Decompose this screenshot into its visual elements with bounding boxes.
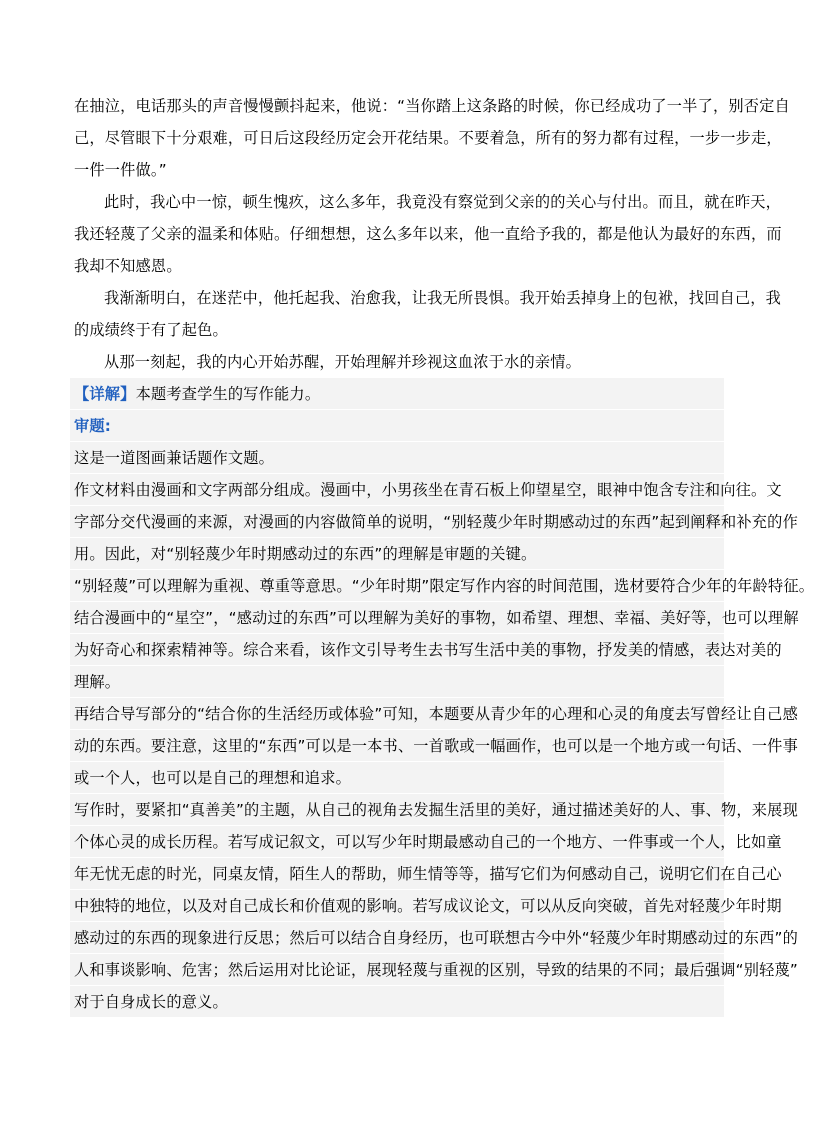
document-body bbox=[70, 90, 814, 1018]
line-text: 为好奇心和探索精神等。综合来看，该作文引导考生去书写生活中美的事物，抒发美的情感，表达对美的 bbox=[74, 641, 782, 659]
line-text: 感动过的东西的现象进行反思；然后可以结合自身经历，也可联想古今中外“轻蔑少年时期感动过的东西”的 bbox=[74, 929, 798, 947]
text-line bbox=[70, 154, 724, 186]
text-line bbox=[70, 218, 782, 250]
text-line bbox=[70, 602, 799, 634]
line-text: 的成绩终于有了起色。 bbox=[74, 321, 228, 339]
text-line bbox=[70, 90, 790, 122]
line-text: 此时，我心中一惊，顿生愧疚，这么多年，我竟没有察觉到父亲的的关心与付出。而且，就在昨天， bbox=[104, 193, 782, 211]
text-line bbox=[70, 282, 782, 314]
line-text: 己，尽管眼下十分艰难，可日后这段经历定会开花结果。不要着急，所有的努力都有过程，一步一步走， bbox=[74, 129, 782, 147]
line-text: 个体心灵的成长历程。若写成记叙文，可以写少年时期最感动自己的一个地方、一件事或一个人，比如童 bbox=[74, 833, 782, 851]
line-text: 这是一道图画兼话题作文题。 bbox=[74, 449, 275, 467]
line-text: 用。因此，对“别轻蔑少年时期感动过的东西”的理解是审题的关键。 bbox=[74, 545, 537, 563]
text-line bbox=[70, 922, 798, 954]
text-line bbox=[70, 826, 782, 858]
line-text: 动的东西。要注意，这里的“东西”可以是一本书、一首歌或一幅画作，也可以是一个地方或一句话、一件事 bbox=[74, 737, 798, 755]
line-text: 从那一刻起，我的内心开始苏醒，开始理解并珍视这血浓于水的亲情。 bbox=[104, 353, 582, 371]
line-text: 再结合导写部分的“结合你的生活经历或体验”可知，本题要从青少年的心理和心灵的角度去写曾经让自己感 bbox=[74, 705, 798, 723]
text-line bbox=[70, 730, 798, 762]
line-text: 结合漫画中的“星空”，“感动过的东西”可以理解为美好的事物，如希望、理想、幸福、美好等，也可以理解 bbox=[74, 609, 799, 627]
line-text: 字部分交代漫画的来源，对漫画的内容做简单的说明，“别轻蔑少年时期感动过的东西”起到阐释和补充的作 bbox=[74, 513, 798, 531]
text-line bbox=[70, 634, 782, 666]
text-line bbox=[70, 122, 782, 154]
text-line bbox=[70, 858, 782, 890]
text-line bbox=[70, 506, 798, 538]
line-text: 作文材料由漫画和文字两部分组成。漫画中，小男孩坐在青石板上仰望星空，眼神中饱含专注和向往。文 bbox=[74, 481, 782, 499]
text-line bbox=[70, 186, 782, 218]
text-line bbox=[70, 986, 724, 1018]
line-text: 写作时，要紧扣“真善美”的主题，从自己的视角去发掘生活里的美好，通过描述美好的人、事、物，来展现 bbox=[74, 801, 798, 819]
text-line bbox=[70, 346, 724, 378]
line-text: 理解。 bbox=[74, 673, 121, 691]
text-line bbox=[70, 538, 724, 570]
line-text: 或一个人，也可以是自己的理想和追求。 bbox=[74, 769, 351, 787]
text-line bbox=[70, 474, 782, 506]
line-text: 我还轻蔑了父亲的温柔和体贴。仔细想想，这么多年以来，他一直给予我的，都是他认为最好的东西，而 bbox=[74, 225, 782, 243]
line-text: 年无忧无虑的时光，同桌友情，陌生人的帮助，师生情等等，描写它们为何感动自己，说明它们在自己心 bbox=[74, 865, 782, 883]
text-line bbox=[70, 410, 724, 442]
text-line bbox=[70, 698, 798, 730]
text-line bbox=[70, 794, 798, 826]
text-line bbox=[70, 762, 724, 794]
text-line bbox=[70, 314, 724, 346]
text-line bbox=[70, 954, 798, 986]
line-text: 对于自身成长的意义。 bbox=[74, 993, 228, 1011]
line-text: 我渐渐明白，在迷茫中，他托起我、治愈我，让我无所畏惧。我开始丢掉身上的包袱，找回自己，我 bbox=[104, 289, 782, 307]
line-text: 本题考查学生的写作能力。 bbox=[135, 385, 321, 403]
line-text: 我却不知感恩。 bbox=[74, 257, 182, 275]
text-line bbox=[70, 442, 724, 474]
text-line bbox=[70, 666, 724, 698]
text-line bbox=[70, 250, 724, 282]
text-line bbox=[70, 378, 724, 410]
line-text: 人和事谈影响、危害；然后运用对比论证，展现轻蔑与重视的区别，导致的结果的不同；最后强调“别轻蔑” bbox=[74, 961, 798, 979]
section-label: 【详解】 bbox=[74, 385, 136, 403]
line-text: 一件一件做。” bbox=[74, 161, 167, 179]
line-text: “别轻蔑”可以理解为重视、尊重等意思。“少年时期”限定写作内容的时间范围，选材要符合少年的年龄特征。 bbox=[74, 577, 814, 595]
section-label: 审题: bbox=[74, 417, 112, 435]
text-line bbox=[70, 890, 782, 922]
line-text: 中独特的地位，以及对自己成长和价值观的影响。若写成议论文，可以从反向突破，首先对轻蔑少年时期 bbox=[74, 897, 782, 915]
text-line bbox=[70, 570, 814, 602]
line-text: 在抽泣，电话那头的声音慢慢颤抖起来，他说：“当你踏上这条路的时候，你已经成功了一半了，别否定自 bbox=[74, 97, 790, 115]
